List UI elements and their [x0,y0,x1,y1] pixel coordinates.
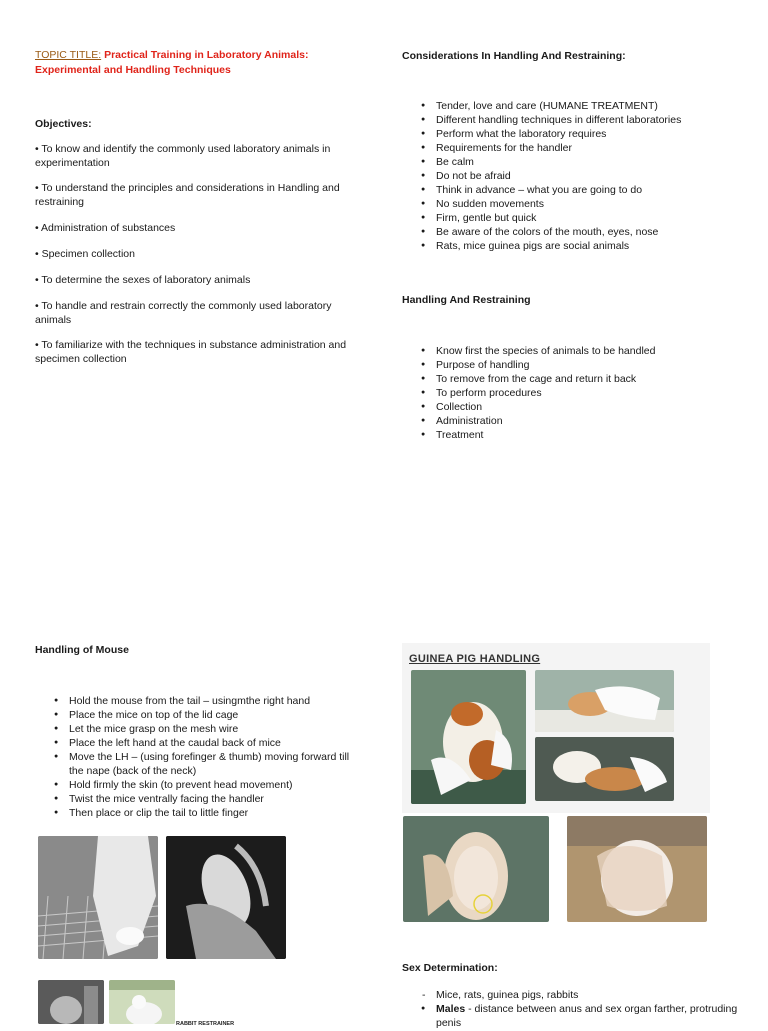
rabbit-photo-1 [38,980,104,1024]
guinea-pig-photo-4 [403,816,549,922]
guinea-pig-gloved-image [535,670,674,732]
list-item: ● Be aware of the colors of the mouth, eyes, nose [402,225,742,239]
list-item: ● Place the left hand at the caudal back of mice [35,736,365,750]
list-item: ● Place the mice on top of the lid cage [35,708,365,722]
mouse-restrain-image [166,836,286,959]
handling-restraining-heading: Handling And Restraining [402,294,531,306]
guinea-pig-hand-image [567,816,707,922]
list-item: ● To remove from the cage and return it back [402,372,742,386]
mouse-cage-image [38,836,158,959]
objective-item: • Administration of substances [35,222,176,234]
list-item: ● Hold firmly the skin (to prevent head movement) [35,778,365,792]
sex-determination-heading: Sex Determination: [402,962,498,974]
males-text: - distance between anus and sex organ farther, protruding penis [436,1003,738,1029]
guinea-pig-title: GUINEA PIG HANDLING [409,653,541,665]
rabbit-photo-2 [109,980,175,1024]
mouse-heading: Handling of Mouse [35,644,129,656]
sex-determination-list [402,988,742,1002]
objective-item: • To determine the sexes of laboratory animals [35,274,251,286]
list-item-males [402,1002,742,1030]
considerations-heading: Considerations In Handling And Restraining: [402,50,626,62]
objective-item: • To familiarize with the techniques in substance administration and specimen collection [35,339,347,365]
guinea-pig-restrain-image [535,737,674,801]
guinea-pig-held-image [411,670,526,804]
objective-item: • To handle and restrain correctly the commonly used laboratory animals [35,300,332,326]
topic-title [35,48,355,78]
list-item: ● No sudden movements [402,197,742,211]
list-item: ● Then place or clip the tail to little finger [35,806,365,820]
mouse-photo-1 [38,836,158,959]
list-item: ● Think in advance – what you are going to do [402,183,742,197]
rabbit-restrainer-label: RABBIT RESTRAINER [176,1021,235,1027]
list-item: ● Purpose of handling [402,358,742,372]
males-label: Males [436,1003,466,1015]
list-item: ● Do not be afraid [402,169,742,183]
guinea-pig-photo-3 [535,737,674,801]
list-item: ● Hold the mouse from the tail – usingmthe right hand [35,694,365,708]
list-item: ● Treatment [402,428,742,442]
considerations-list [402,99,742,253]
guinea-pig-photo-5 [567,816,707,922]
guinea-pig-ventral-image [403,816,549,922]
topic-label: TOPIC TITLE: [35,49,102,61]
list-item: ● To perform procedures [402,386,742,400]
objective-item: • To understand the principles and considerations in Handling and restraining [35,182,340,208]
list-item: ● Know first the species of animals to be handled [402,344,742,358]
sex-determination-males-list [402,1002,742,1030]
mouse-list [35,694,365,820]
list-item: ● Firm, gentle but quick [402,211,742,225]
list-item: - Mice, rats, guinea pigs, rabbits [402,988,742,1002]
list-item: ● Requirements for the handler [402,141,742,155]
objective-item: • To know and identify the commonly used laboratory animals in experimentation [35,143,331,169]
rabbit-image [38,980,104,1024]
list-item: ● Administration [402,414,742,428]
list-item: ● Collection [402,400,742,414]
rabbit-restrainer-image [109,980,175,1024]
list-item: ● Perform what the laboratory requires [402,127,742,141]
guinea-pig-photo-1 [411,670,526,804]
list-item: ● Twist the mice ventrally facing the handler [35,792,365,806]
list-item: ● Rats, mice guinea pigs are social animals [402,239,742,253]
topic-text: Practical Training in Laboratory Animals: Experimental and Handling Techniques [35,49,309,76]
mouse-photo-2 [166,836,286,959]
list-item: ● Different handling techniques in different laboratories [402,113,742,127]
list-item: ● Move the LH – (using forefinger & thumb) moving forward till the nape (back of the neck) [35,750,365,778]
list-item: ● Tender, love and care (HUMANE TREATMENT) [402,99,742,113]
handling-restraining-list [402,344,742,442]
list-item: ● Be calm [402,155,742,169]
list-item: ● Let the mice grasp on the mesh wire [35,722,365,736]
objectives-heading: Objectives: [35,118,92,130]
objective-item: • Specimen collection [35,248,135,260]
guinea-pig-photo-2 [535,670,674,732]
